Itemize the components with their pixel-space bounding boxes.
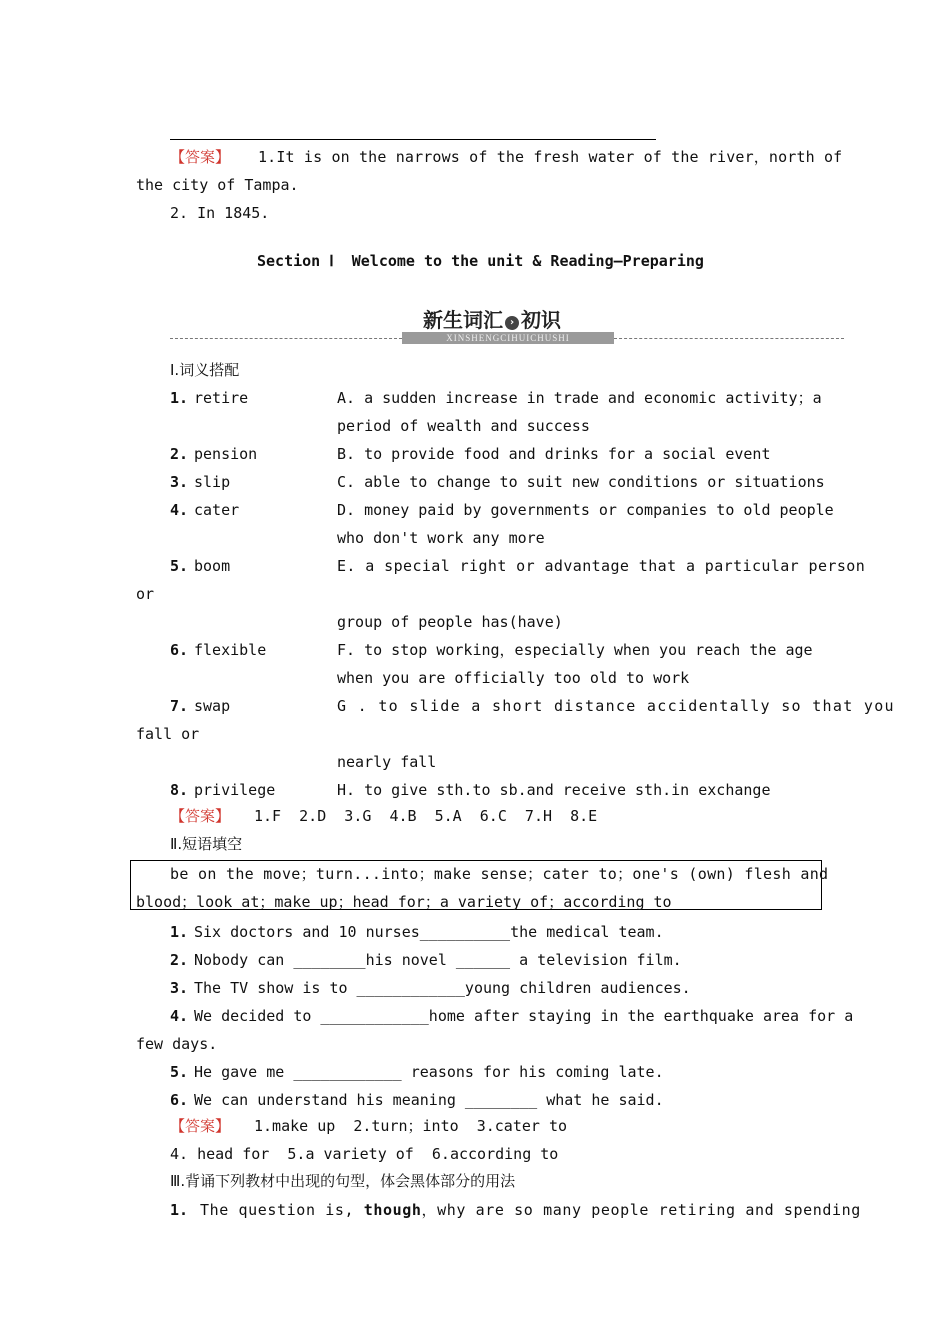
banner-title-left: 新生词汇	[423, 308, 503, 332]
match-definition-cont: group of people has(have)	[337, 613, 563, 631]
sentence-1-pre: The question is,	[200, 1201, 364, 1219]
sentence-1	[200, 1200, 861, 1220]
match-word: cater	[194, 501, 240, 519]
question-number: 3.	[170, 979, 189, 997]
match-definition: D. money paid by governments or companies to old people	[337, 501, 834, 519]
match-word: boom	[194, 557, 231, 575]
banner-dash-left	[170, 338, 402, 339]
part2-answers-line-2: 4. head for 5.a variety of 6.according to	[170, 1145, 559, 1163]
intro-answer-2: 2. In 1845.	[170, 204, 270, 222]
match-num: 2.	[170, 445, 189, 463]
vocabulary-banner	[170, 304, 844, 348]
phrase-box-line-2: blood；look at；make up；head for；a variety of；according to	[136, 893, 672, 911]
question-number: 4.	[170, 1007, 189, 1025]
match-num: 8.	[170, 781, 189, 799]
banner-title-right: 初识	[521, 308, 561, 332]
match-num: 5.	[170, 557, 189, 575]
chevron-right-icon: ›	[505, 316, 519, 330]
top-rule	[170, 139, 656, 140]
section-title: Section Ⅰ Welcome to the unit & Reading—Preparing	[257, 252, 704, 270]
question-text: He gave me ____________ reasons for his coming late.	[194, 1063, 664, 1081]
answer-tag: 【答案】	[170, 1117, 231, 1135]
question-text: We decided to ____________home after staying in the earthquake area for a	[194, 1007, 854, 1025]
sentence-1-bold: though	[363, 1201, 422, 1219]
question-text-wrap: few days.	[136, 1035, 218, 1053]
match-num: 3.	[170, 473, 189, 491]
banner-subtitle: XINSHENGCIHUICHUSHI	[402, 332, 614, 344]
match-definition-wrap: or	[136, 585, 155, 603]
match-definition-cont: nearly fall	[337, 753, 437, 771]
match-definition: B. to provide food and drinks for a social event	[337, 445, 771, 463]
part3-heading: Ⅲ.背诵下列教材中出现的句型，体会黑体部分的用法	[170, 1172, 516, 1190]
question-text: Nobody can ________his novel ______ a television film.	[194, 951, 682, 969]
match-num: 4.	[170, 501, 189, 519]
banner-dash-right	[614, 338, 844, 339]
question-text: Six doctors and 10 nurses__________the medical team.	[194, 923, 664, 941]
match-definition: F. to stop working，especially when you reach the age	[337, 641, 813, 659]
part2-answers-line-1: 1.make up 2.turn；into 3.cater to	[254, 1117, 568, 1135]
match-definition-cont: period of wealth and success	[337, 417, 590, 435]
answer-tag: 【答案】	[170, 148, 231, 166]
match-definition: E. a special right or advantage that a particular person	[337, 557, 866, 575]
match-word: swap	[194, 697, 231, 715]
question-number: 6.	[170, 1091, 189, 1109]
banner-title	[423, 304, 561, 333]
question-number: 5.	[170, 1063, 189, 1081]
match-definition: H. to give sth.to sb.and receive sth.in exchange	[337, 781, 771, 799]
sentence-1-post: ，why are so many people retiring and spending	[421, 1201, 861, 1219]
question-number: 1.	[170, 1201, 189, 1219]
intro-answer-1-line-2: the city of Tampa.	[136, 176, 299, 194]
match-num: 6.	[170, 641, 189, 659]
intro-answer-1-line-1: 1.It is on the narrows of the fresh water of the river，north of	[258, 148, 843, 166]
phrase-box-line-1: be on the move；turn...into；make sense；cater to；one's (own) flesh and	[170, 865, 829, 883]
question-text: The TV show is to ____________young children audiences.	[194, 979, 691, 997]
question-number: 2.	[170, 951, 189, 969]
part1-heading: Ⅰ.词义搭配	[170, 361, 240, 379]
match-word: retire	[194, 389, 249, 407]
part1-answers: 1.F 2.D 3.G 4.B 5.A 6.C 7.H 8.E	[254, 807, 598, 825]
match-word: privilege	[194, 781, 276, 799]
match-num: 1.	[170, 389, 189, 407]
match-word: flexible	[194, 641, 267, 659]
match-definition: A. a sudden increase in trade and economic activity；a	[337, 389, 822, 407]
match-definition-wrap: fall or	[136, 725, 200, 743]
question-text: We can understand his meaning ________ what he said.	[194, 1091, 664, 1109]
match-definition: C. able to change to suit new conditions or situations	[337, 473, 825, 491]
match-word: pension	[194, 445, 258, 463]
match-word: slip	[194, 473, 231, 491]
part2-heading: Ⅱ.短语填空	[170, 835, 243, 853]
question-number: 1.	[170, 923, 189, 941]
match-definition-cont: who don't work any more	[337, 529, 545, 547]
match-definition-cont: when you are officially too old to work	[337, 669, 690, 687]
answer-tag: 【答案】	[170, 807, 231, 825]
match-definition: G . to slide a short distance accidentally so that you	[337, 697, 895, 715]
match-num: 7.	[170, 697, 189, 715]
